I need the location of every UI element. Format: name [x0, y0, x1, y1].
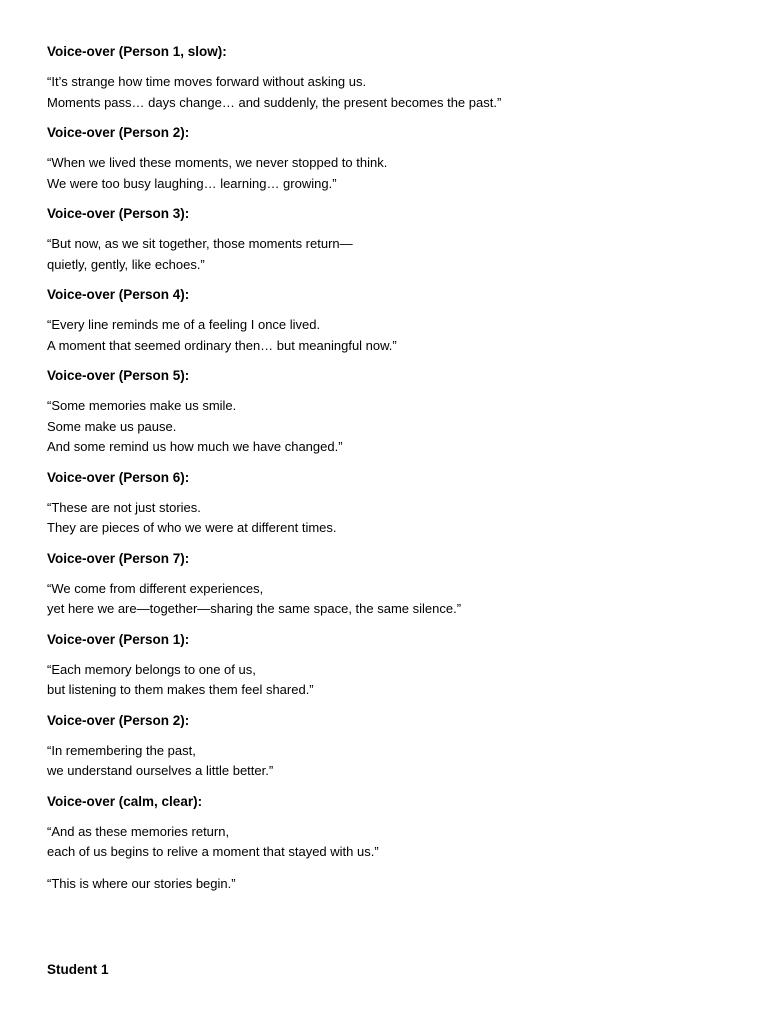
- voice-over-block: [47, 631, 728, 701]
- dialogue-line: “Some memories make us smile.: [47, 398, 237, 413]
- speaker-heading: Voice-over (Person 7):: [47, 550, 190, 566]
- dialogue-line: They are pieces of who we were at different times.: [47, 520, 337, 535]
- dialogue-line: Moments pass… days change… and suddenly, the present becomes the past.”: [47, 94, 502, 110]
- voice-over-block: [47, 469, 728, 539]
- dialogue-line: “When we lived these moments, we never stopped to think.: [47, 155, 388, 170]
- speaker-heading: Voice-over (Person 3):: [47, 206, 190, 221]
- voice-over-block: [47, 43, 728, 113]
- dialogue-line: A moment that seemed ordinary then… but meaningful now.”: [47, 337, 397, 353]
- dialogue-line: “It’s strange how time moves forward without asking us.: [47, 74, 367, 89]
- dialogue-line: And some remind us how much we have changed.”: [47, 439, 343, 454]
- voice-over-block: [47, 205, 728, 275]
- voice-over-block: [47, 712, 728, 782]
- dialogue-line: but listening to them makes them feel shared.”: [47, 682, 314, 697]
- dialogue-line: “In remembering the past,: [47, 742, 196, 758]
- speaker-heading: Voice-over (Person 6):: [47, 469, 190, 485]
- voice-over-block: [47, 286, 728, 356]
- speaker-heading: Voice-over (Person 2):: [47, 125, 190, 140]
- speaker-heading: Voice-over (Person 2):: [47, 712, 190, 728]
- speaker-heading: Voice-over (Person 5):: [47, 368, 190, 383]
- dialogue-line: Some make us pause.: [47, 418, 177, 434]
- dialogue-line: yet here we are—together—sharing the same space, the same silence.”: [47, 601, 462, 616]
- voice-over-block: [47, 124, 728, 194]
- dialogue-line: “And as these memories return,: [47, 823, 230, 839]
- speaker-heading: Voice-over (Person 4):: [47, 287, 190, 302]
- dialogue-line: each of us begins to relive a moment that stayed with us.”: [47, 844, 379, 859]
- dialogue-line: “But now, as we sit together, those moments return—: [47, 236, 353, 251]
- dialogue-line: We were too busy laughing… learning… growing.”: [47, 175, 337, 191]
- dialogue-line: “Each memory belongs to one of us,: [47, 661, 256, 677]
- dialogue-line: “We come from different experiences,: [47, 580, 264, 596]
- speaker-heading: Voice-over (Person 1, slow):: [47, 44, 227, 59]
- dialogue-line: we understand ourselves a little better.”: [47, 763, 274, 778]
- closing-line: “This is where our stories begin.”: [47, 875, 236, 891]
- voice-over-block: [47, 793, 728, 863]
- dialogue-line: “Every line reminds me of a feeling I once lived.: [47, 317, 321, 332]
- speaker-heading: Voice-over (Person 1):: [47, 631, 190, 647]
- dialogue-line: “These are not just stories.: [47, 499, 201, 515]
- voice-over-block: [47, 367, 728, 458]
- voice-over-block: [47, 550, 728, 620]
- script-body: [47, 43, 728, 894]
- student-label: Student 1: [47, 962, 109, 977]
- dialogue-line: quietly, gently, like echoes.”: [47, 256, 205, 272]
- speaker-heading: Voice-over (calm, clear):: [47, 793, 203, 809]
